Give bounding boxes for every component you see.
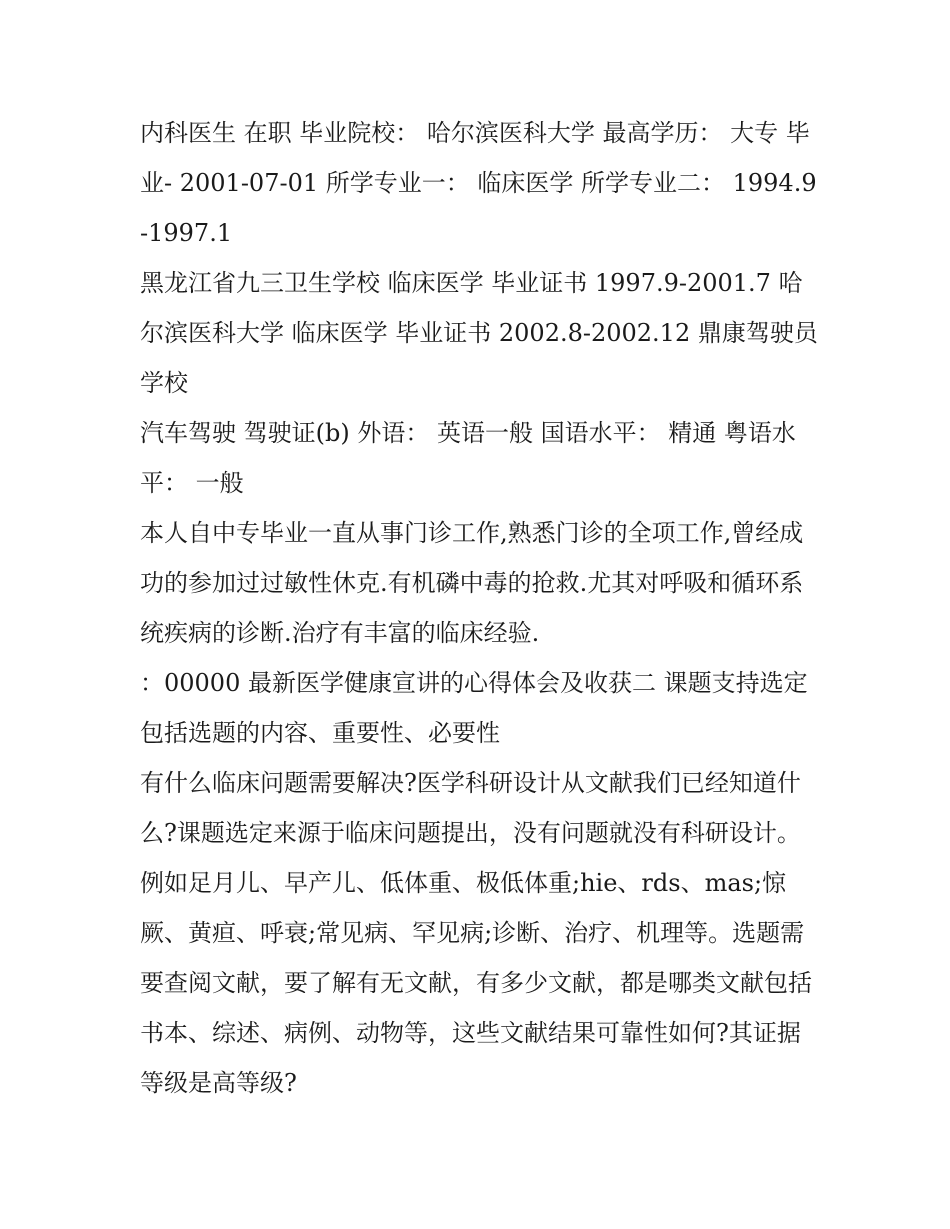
paragraph-research-design: 有什么临床问题需要解决?医学科研设计从文献我们已经知道什么?课题选定来源于临床问题提出，没有问题就没有科研设计。例如足月儿、早产儿、低体重、极低体重;hie、rds、mas;惊厥、黄疸、呼衰;常见病、罕见病;诊断、治疗、机理等。选题需要查阅文献，要了解有无文献，有多少文献，都是哪类文献包括书本、综述、病例、动物等，这些文献结果可靠性如何?其证据等级是高等级? <box>140 769 812 1097</box>
document-body <box>140 108 820 1108</box>
paragraph-education-info: 内科医生 在职 毕业院校： 哈尔滨医科大学 最高学历： 大专 毕业- 2001-07-01 所学专业一： 临床医学 所学专业二： 1994.9-1997.1 <box>140 119 817 247</box>
paragraph-skills-languages: 汽车驾驶 驾驶证(b) 外语： 英语一般 国语水平： 精通 粤语水平： 一般 <box>140 419 796 497</box>
paragraph-self-description: 本人自中专毕业一直从事门诊工作,熟悉门诊的全项工作,曾经成功的参加过过敏性休克.有机磷中毒的抢救.尤其对呼吸和循环系统疾病的诊断.治疗有丰富的临床经验. <box>140 519 804 647</box>
paragraph-topic-title: ：00000 最新医学健康宣讲的心得体会及收获二 课题支持选定包括选题的内容、重要性、必要性 <box>140 669 808 747</box>
paragraph-school-history: 黑龙江省九三卫生学校 临床医学 毕业证书 1997.9-2001.7 哈尔滨医科大学 临床医学 毕业证书 2002.8-2002.12 鼎康驾驶员学校 <box>140 269 818 397</box>
